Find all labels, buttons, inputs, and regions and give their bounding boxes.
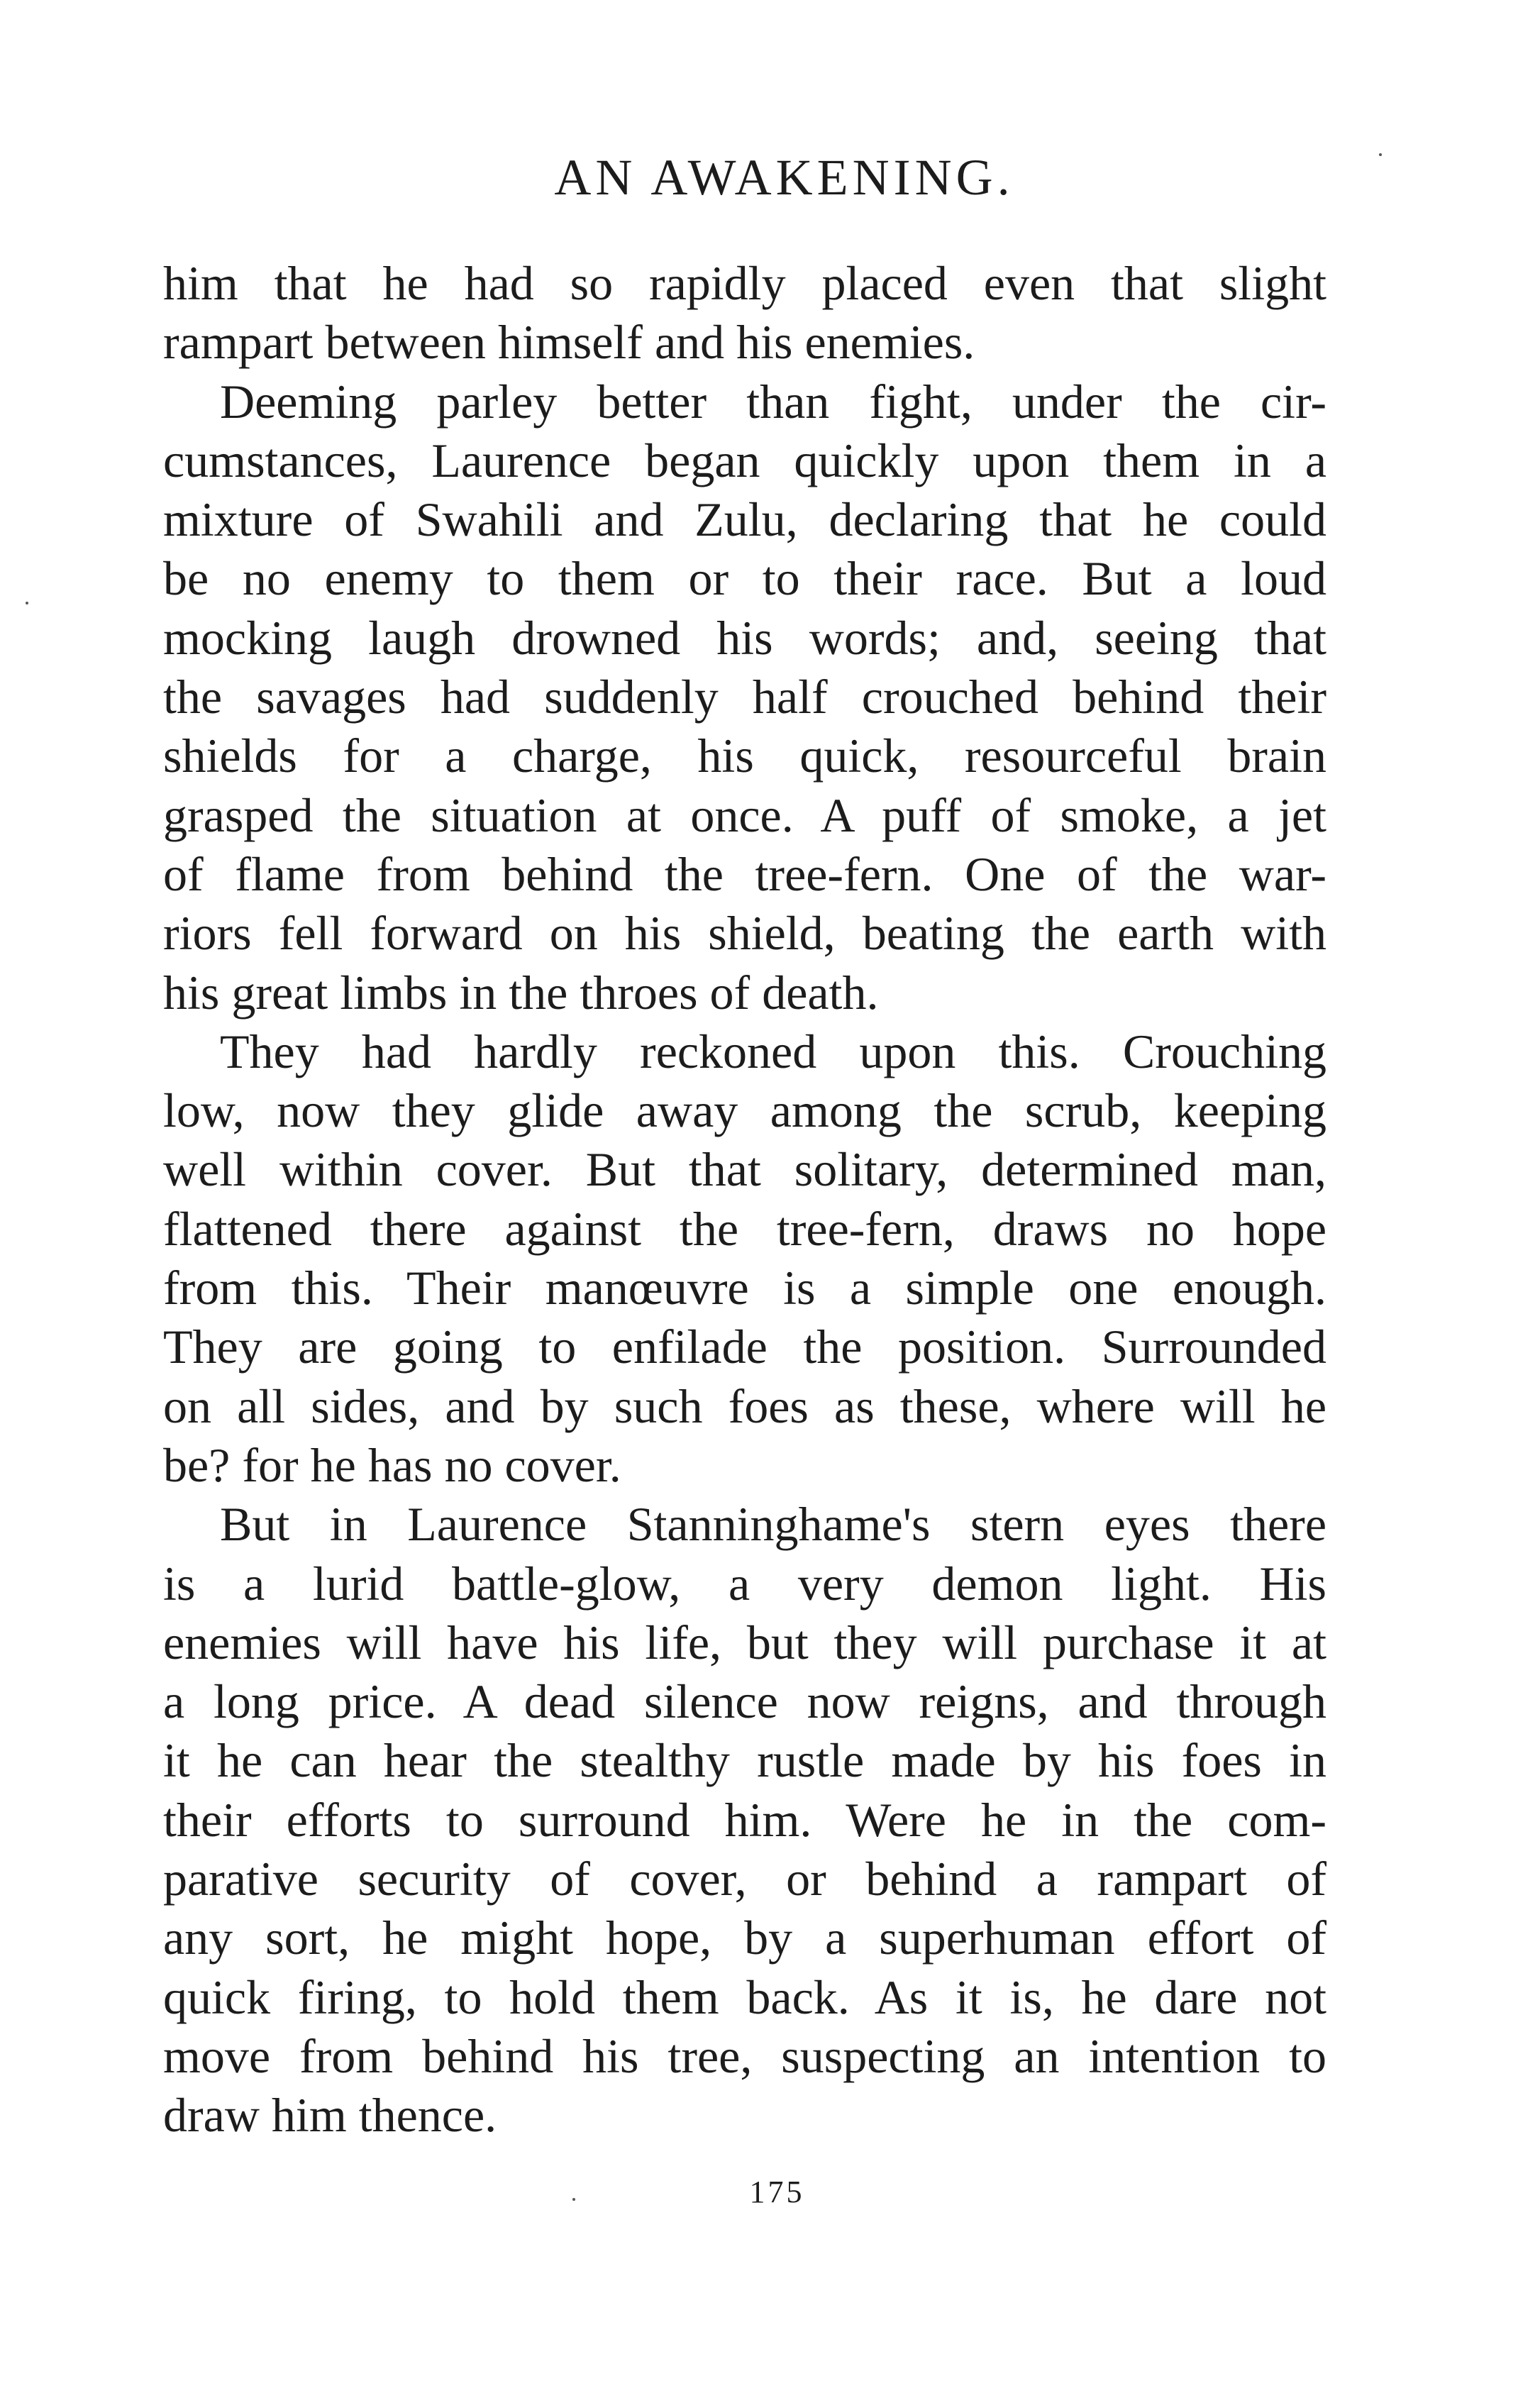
text-line: shields for a charge, his quick, resourceful brain xyxy=(163,729,1326,783)
text-line: flattened there against the tree-fern, draws no hope xyxy=(163,1201,1326,1256)
text-line: cumstances, Laurence began quickly upon them in a xyxy=(163,433,1326,487)
text-line: a long price. A dead silence now reigns, and through xyxy=(163,1674,1326,1729)
body-text xyxy=(163,254,1326,2145)
text-line: enemies will have his life, but they will purchase it at xyxy=(163,1615,1326,1669)
text-line: riors fell forward on his shield, beating the earth with xyxy=(163,906,1326,961)
text-line: well within cover. But that solitary, determined man, xyxy=(163,1142,1326,1197)
text-line: be no enemy to them or to their race. But a loud xyxy=(163,551,1326,606)
text-line: Deeming parley better than fight, under the cir- xyxy=(220,374,1326,429)
text-line: grasped the situation at once. A puff of smoke, a jet xyxy=(163,788,1326,842)
scan-speck xyxy=(572,2198,575,2201)
text-line: is a lurid battle-glow, a very demon light. His xyxy=(163,1556,1326,1611)
text-line: They had hardly reckoned upon this. Crouching xyxy=(220,1024,1326,1078)
text-line: their efforts to surround him. Were he in the com- xyxy=(163,1792,1326,1847)
text-line: They are going to enfilade the position. Surrounded xyxy=(163,1320,1326,1374)
text-line: draw him thence. xyxy=(163,2088,497,2143)
text-line: low, now they glide away among the scrub, keeping xyxy=(163,1083,1326,1138)
text-line: his great limbs in the throes of death. xyxy=(163,965,879,1020)
text-line: rampart between himself and his enemies. xyxy=(163,315,975,370)
text-line: mixture of Swahili and Zulu, declaring that he could xyxy=(163,492,1326,547)
page-number: 175 xyxy=(749,2175,805,2209)
text-line: of flame from behind the tree-fern. One of the war- xyxy=(163,846,1326,901)
text-line: But in Laurence Stanninghame's stern eyes there xyxy=(220,1497,1326,1552)
text-line: mocking laugh drowned his words; and, seeing that xyxy=(163,610,1326,665)
text-line: on all sides, and by such foes as these, where will he xyxy=(163,1379,1326,1433)
text-line: be? for he has no cover. xyxy=(163,1437,621,1492)
scan-speck xyxy=(1379,153,1382,156)
text-line: parative security of cover, or behind a rampart of xyxy=(163,1852,1326,1906)
text-line: any sort, he might hope, by a superhuman effort of xyxy=(163,1911,1326,1965)
running-title: AN AWAKENING. xyxy=(554,149,1014,206)
text-line: from this. Their manœuvre is a simple one enough. xyxy=(163,1261,1326,1315)
text-line: move from behind his tree, suspecting an intention to xyxy=(163,2028,1326,2083)
text-line: the savages had suddenly half crouched behind their xyxy=(163,670,1326,724)
text-line: quick firing, to hold them back. As it is, he dare not xyxy=(163,1970,1326,2024)
text-line: him that he had so rapidly placed even that slight xyxy=(163,256,1326,310)
text-line: it he can hear the stealthy rustle made by his foes in xyxy=(163,1733,1326,1788)
scan-speck xyxy=(26,602,28,604)
